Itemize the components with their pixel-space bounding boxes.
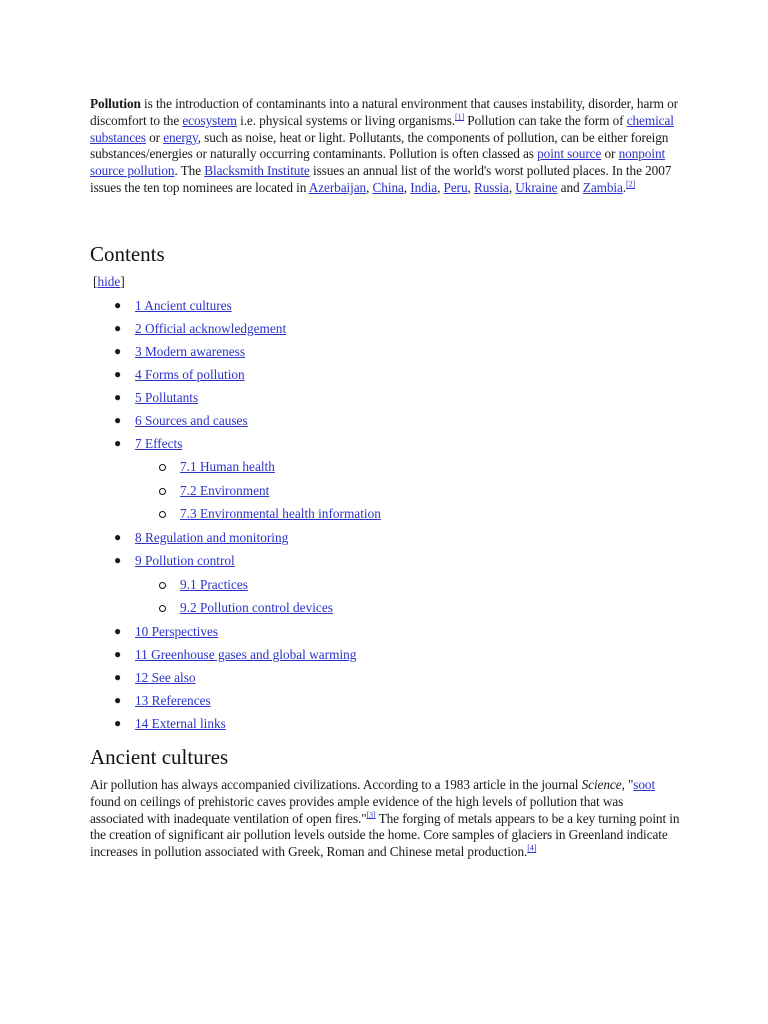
intro-text: Pollution can take the form of <box>464 112 627 128</box>
paragraph-text: found on ceilings of prehistoric caves provides ample evidence of the high levels of pollution that was associated with inadequate ventilation of open fires." <box>90 793 624 826</box>
toc-subitem[interactable]: 9.2 Pollution control devices <box>180 600 333 615</box>
toc-bullet: ● <box>114 344 122 358</box>
toc-subitem[interactable]: 9.1 Practices <box>180 577 248 592</box>
toc-item[interactable]: 4 Forms of pollution <box>135 367 245 382</box>
intro-paragraph <box>90 96 680 197</box>
paragraph-text: The forging of metals appears to be a key turning point in the creation of significant air pollution levels outside the home. Core samples of glaciers in Greenland indicate increases in pollution associated with Greek, Roman and Chinese metal production. <box>90 810 680 860</box>
toc-sub-bullet <box>159 511 166 518</box>
link-india[interactable]: India <box>410 179 438 195</box>
reference-3[interactable]: [3] <box>366 810 376 820</box>
toc-bullet: ● <box>114 436 122 450</box>
bracket-close: ] <box>120 274 125 289</box>
toc-item[interactable]: 6 Sources and causes <box>135 413 248 428</box>
toc-bullet: ● <box>114 321 122 335</box>
toc-item[interactable]: 11 Greenhouse gases and global warming <box>135 647 357 662</box>
toc-subitem[interactable]: 7.3 Environmental health information <box>180 506 381 521</box>
separator: , <box>403 179 411 195</box>
term-pollution: Pollution <box>90 96 141 111</box>
toc-item[interactable]: 3 Modern awareness <box>135 344 246 359</box>
ancient-cultures-heading: Ancient cultures <box>90 745 229 769</box>
link-soot[interactable]: soot <box>633 777 656 792</box>
toc-item[interactable]: 8 Regulation and monitoring <box>135 530 289 545</box>
toc-bullet: ● <box>114 693 122 707</box>
intro-text: and <box>557 179 583 195</box>
toc-item[interactable]: 13 References <box>135 693 211 708</box>
toc-item[interactable]: 9 Pollution control <box>135 553 235 568</box>
toc-bullet: ● <box>114 624 122 638</box>
link-energy[interactable]: energy <box>163 129 198 145</box>
intro-text: issues an annual list of the world's worst polluted places. In the 2007 issues the ten top nominees are located in <box>90 163 672 195</box>
link-nonpoint-source[interactable]: nonpoint source pollution <box>90 146 666 179</box>
toc-subitem[interactable]: 7.2 Environment <box>180 483 270 498</box>
toc-bullet: ● <box>114 390 122 404</box>
toc-bullet: ● <box>114 647 122 661</box>
separator: , <box>437 179 444 195</box>
paragraph-text: , " <box>621 777 634 792</box>
intro-text: . <box>622 179 627 195</box>
paragraph-text: Air pollution has always accompanied civilizations. According to a 1983 article in the journal <box>90 777 582 792</box>
reference-2[interactable]: [2] <box>626 179 636 189</box>
link-ecosystem[interactable]: ecosystem <box>182 112 237 128</box>
toc-bullet: ● <box>114 298 122 312</box>
toc-item[interactable]: 7 Effects <box>135 436 183 451</box>
contents-heading: Contents <box>90 242 165 266</box>
link-russia[interactable]: Russia <box>473 179 509 195</box>
intro-text: . The <box>174 163 205 179</box>
journal-name: Science <box>581 777 622 792</box>
toc-bullet: ● <box>114 716 122 730</box>
toc-hide-toggle <box>93 274 125 290</box>
toc-item[interactable]: 10 Perspectives <box>135 624 219 639</box>
toc-bullet: ● <box>114 530 122 544</box>
toc-bullet: ● <box>114 670 122 684</box>
toc-sub-bullet <box>159 488 166 495</box>
link-point-source[interactable]: point source <box>537 146 602 162</box>
link-azerbaijan[interactable]: Azerbaijan <box>308 179 367 195</box>
toc-item[interactable]: 12 See also <box>135 670 196 685</box>
intro-text: , such as noise, heat or light. Pollutants, the components of pollution, can be either foreign substances/energies or naturally occurring contaminants. Pollution is often classed as <box>90 129 669 162</box>
toc-hide-link[interactable]: hide <box>97 274 121 289</box>
reference-1[interactable]: [1] <box>455 112 465 122</box>
link-china[interactable]: China <box>372 179 404 195</box>
toc-item[interactable]: 14 External links <box>135 716 226 731</box>
link-blacksmith-institute[interactable]: Blacksmith Institute <box>204 163 310 179</box>
link-peru[interactable]: Peru <box>443 179 468 195</box>
intro-text: i.e. physical systems or living organisms. <box>236 112 456 128</box>
toc-sub-bullet <box>159 605 166 612</box>
bracket-open: [ <box>93 274 98 289</box>
separator: , <box>508 179 516 195</box>
toc-bullet: ● <box>114 553 122 567</box>
separator: , <box>366 179 373 195</box>
link-zambia[interactable]: Zambia <box>582 179 623 195</box>
ancient-cultures-paragraph <box>90 777 680 861</box>
toc-item[interactable]: 5 Pollutants <box>135 390 199 405</box>
toc-bullet: ● <box>114 367 122 381</box>
link-ukraine[interactable]: Ukraine <box>515 179 558 195</box>
toc-subitem[interactable]: 7.1 Human health <box>180 459 275 474</box>
toc-sub-bullet <box>159 582 166 589</box>
toc-item[interactable]: 2 Official acknowledgement <box>135 321 287 336</box>
toc-bullet: ● <box>114 413 122 427</box>
intro-text: is the introduction of contaminants into a natural environment that causes instability, disorder, harm or discomfort to the <box>90 96 678 128</box>
intro-text: or <box>601 146 619 162</box>
intro-text: or <box>145 129 164 145</box>
link-chemical-substances[interactable]: chemical substances <box>90 112 674 145</box>
reference-4[interactable]: [4] <box>527 843 537 853</box>
separator: , <box>467 179 474 195</box>
toc-sub-bullet <box>159 464 166 471</box>
toc-item[interactable]: 1 Ancient cultures <box>135 298 232 313</box>
